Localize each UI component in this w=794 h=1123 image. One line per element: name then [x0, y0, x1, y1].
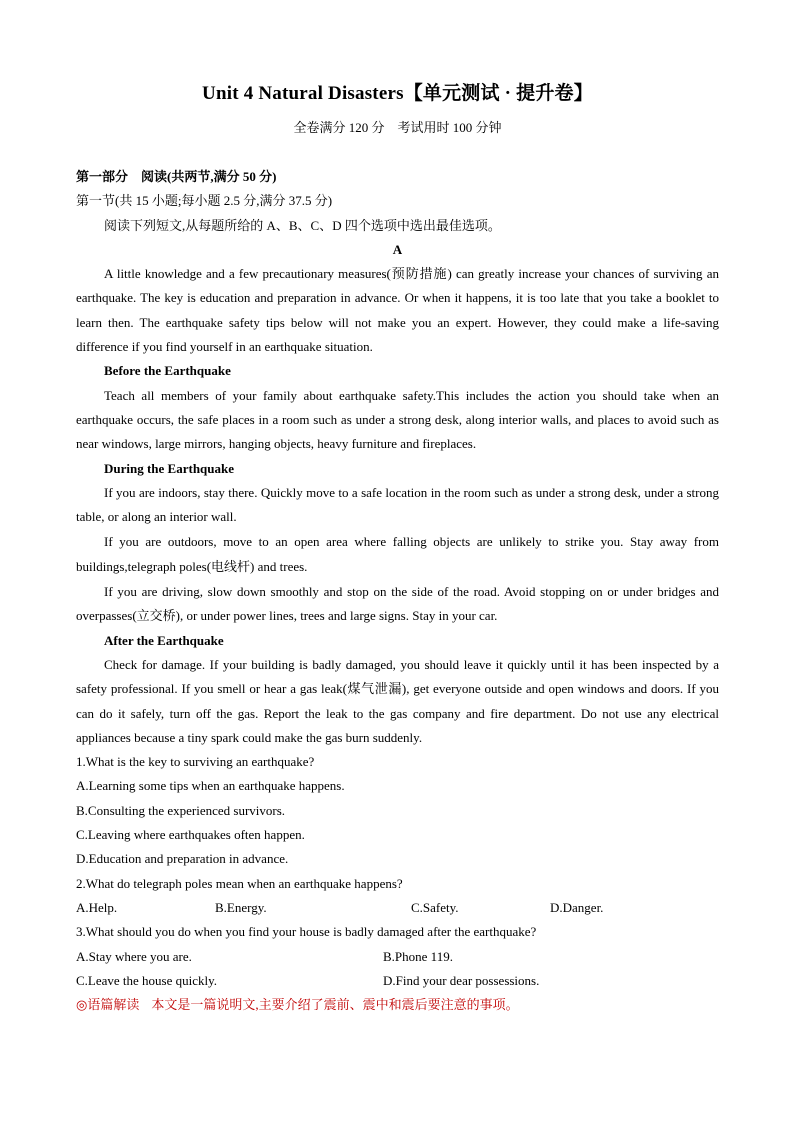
page-title: Unit 4 Natural Disasters【单元测试 · 提升卷】 [202, 83, 593, 104]
question-3-stem: 3.What should you do when you find your house is badly damaged after the earthquake? [76, 924, 537, 940]
passage-during-3: If you are driving, slow down smoothly and stop on the side of the road. Avoid stopping on or under bridges and overpasses(立交桥), or under power lines, trees and large signs. Stay in your car. [76, 584, 719, 624]
passage-during-2: If you are outdoors, move to an open area where falling objects are unlikely to strike you. Stay away from buildings,telegraph poles(电线杆) and trees. [76, 534, 719, 574]
question-2-option-b: B.Energy. [215, 899, 267, 915]
question-1-option-d: D.Education and preparation in advance. [76, 851, 289, 867]
analysis-label: ◎语篇解读 [76, 997, 140, 1013]
instruction: 阅读下列短文,从每题所给的 A、B、C、D 四个选项中选出最佳选项。 [104, 217, 501, 233]
question-1-option-b: B.Consulting the experienced survivors. [76, 802, 286, 818]
part-label: 第一部分 阅读(共两节,满分 50 分) [76, 169, 277, 184]
document-body [76, 165, 719, 1017]
heading-during: During the Earthquake [104, 460, 235, 476]
question-2-option-d: D.Danger. [550, 899, 604, 915]
passage-intro: A little knowledge and a few precautionary measures(预防措施) can greatly increase your chances of surviving an earthquake. The key is education and preparation in advance. Or when it happens, it is too late that you take a booklet to learn then. The earthquake safety tips below will not make you an expert. However, they could make a life-saving difference if you find yourself in an earthquake situation. [76, 266, 719, 355]
subsection-label: 第一节(共 15 小题;每小题 2.5 分,满分 37.5 分) [76, 193, 333, 209]
question-1-option-c: C.Leaving where earthquakes often happen. [76, 827, 305, 843]
heading-after: After the Earthquake [104, 632, 224, 648]
question-2-option-c: C.Safety. [411, 899, 459, 915]
analysis-text: 本文是一篇说明文,主要介绍了震前、震中和震后要注意的事项。 [151, 997, 519, 1013]
exam-info: 全卷满分 120 分 考试用时 100 分钟 [293, 120, 502, 135]
passage-letter: A [392, 241, 403, 257]
question-3-option-a: A.Stay where you are. [76, 948, 192, 964]
question-3-option-c: C.Leave the house quickly. [76, 972, 218, 988]
question-3-option-d: D.Find your dear possessions. [383, 972, 540, 988]
passage-during-1: If you are indoors, stay there. Quickly move to a safe location in the room such as under a strong desk, under a strong table, or along an interior wall. [76, 484, 719, 525]
question-2-options [76, 896, 719, 920]
question-3-options-row-2 [76, 969, 719, 993]
passage-after: Check for damage. If your building is badly damaged, you should leave it quickly until it has been inspected by a safety professional. If you smell or hear a gas leak(煤气泄漏), get everyone outside and open windows and doors. If you can do it safely, turn off the gas. Report the leak to the gas company and fire department. Do not use any electrical appliances because a tiny spark could make the gas burn suddenly. [76, 656, 719, 745]
passage-analysis [76, 993, 719, 1017]
question-2-stem: 2.What do telegraph poles mean when an earthquake happens? [76, 875, 403, 891]
question-2-option-a: A.Help. [76, 899, 118, 915]
question-1-option-a: A.Learning some tips when an earthquake happens. [76, 778, 345, 794]
question-3-options-row-1 [76, 945, 719, 969]
question-3-option-b: B.Phone 119. [383, 948, 453, 964]
passage-before: Teach all members of your family about earthquake safety.This includes the action you should take when an earthquake occurs, the safe places in a room such as under a strong desk, along interior walls, and places to avoid such as near windows, large mirrors, hanging objects, heavy furniture and fireplaces. [76, 387, 719, 452]
question-1-stem: 1.What is the key to surviving an earthquake? [76, 754, 315, 770]
heading-before: Before the Earthquake [104, 363, 231, 379]
